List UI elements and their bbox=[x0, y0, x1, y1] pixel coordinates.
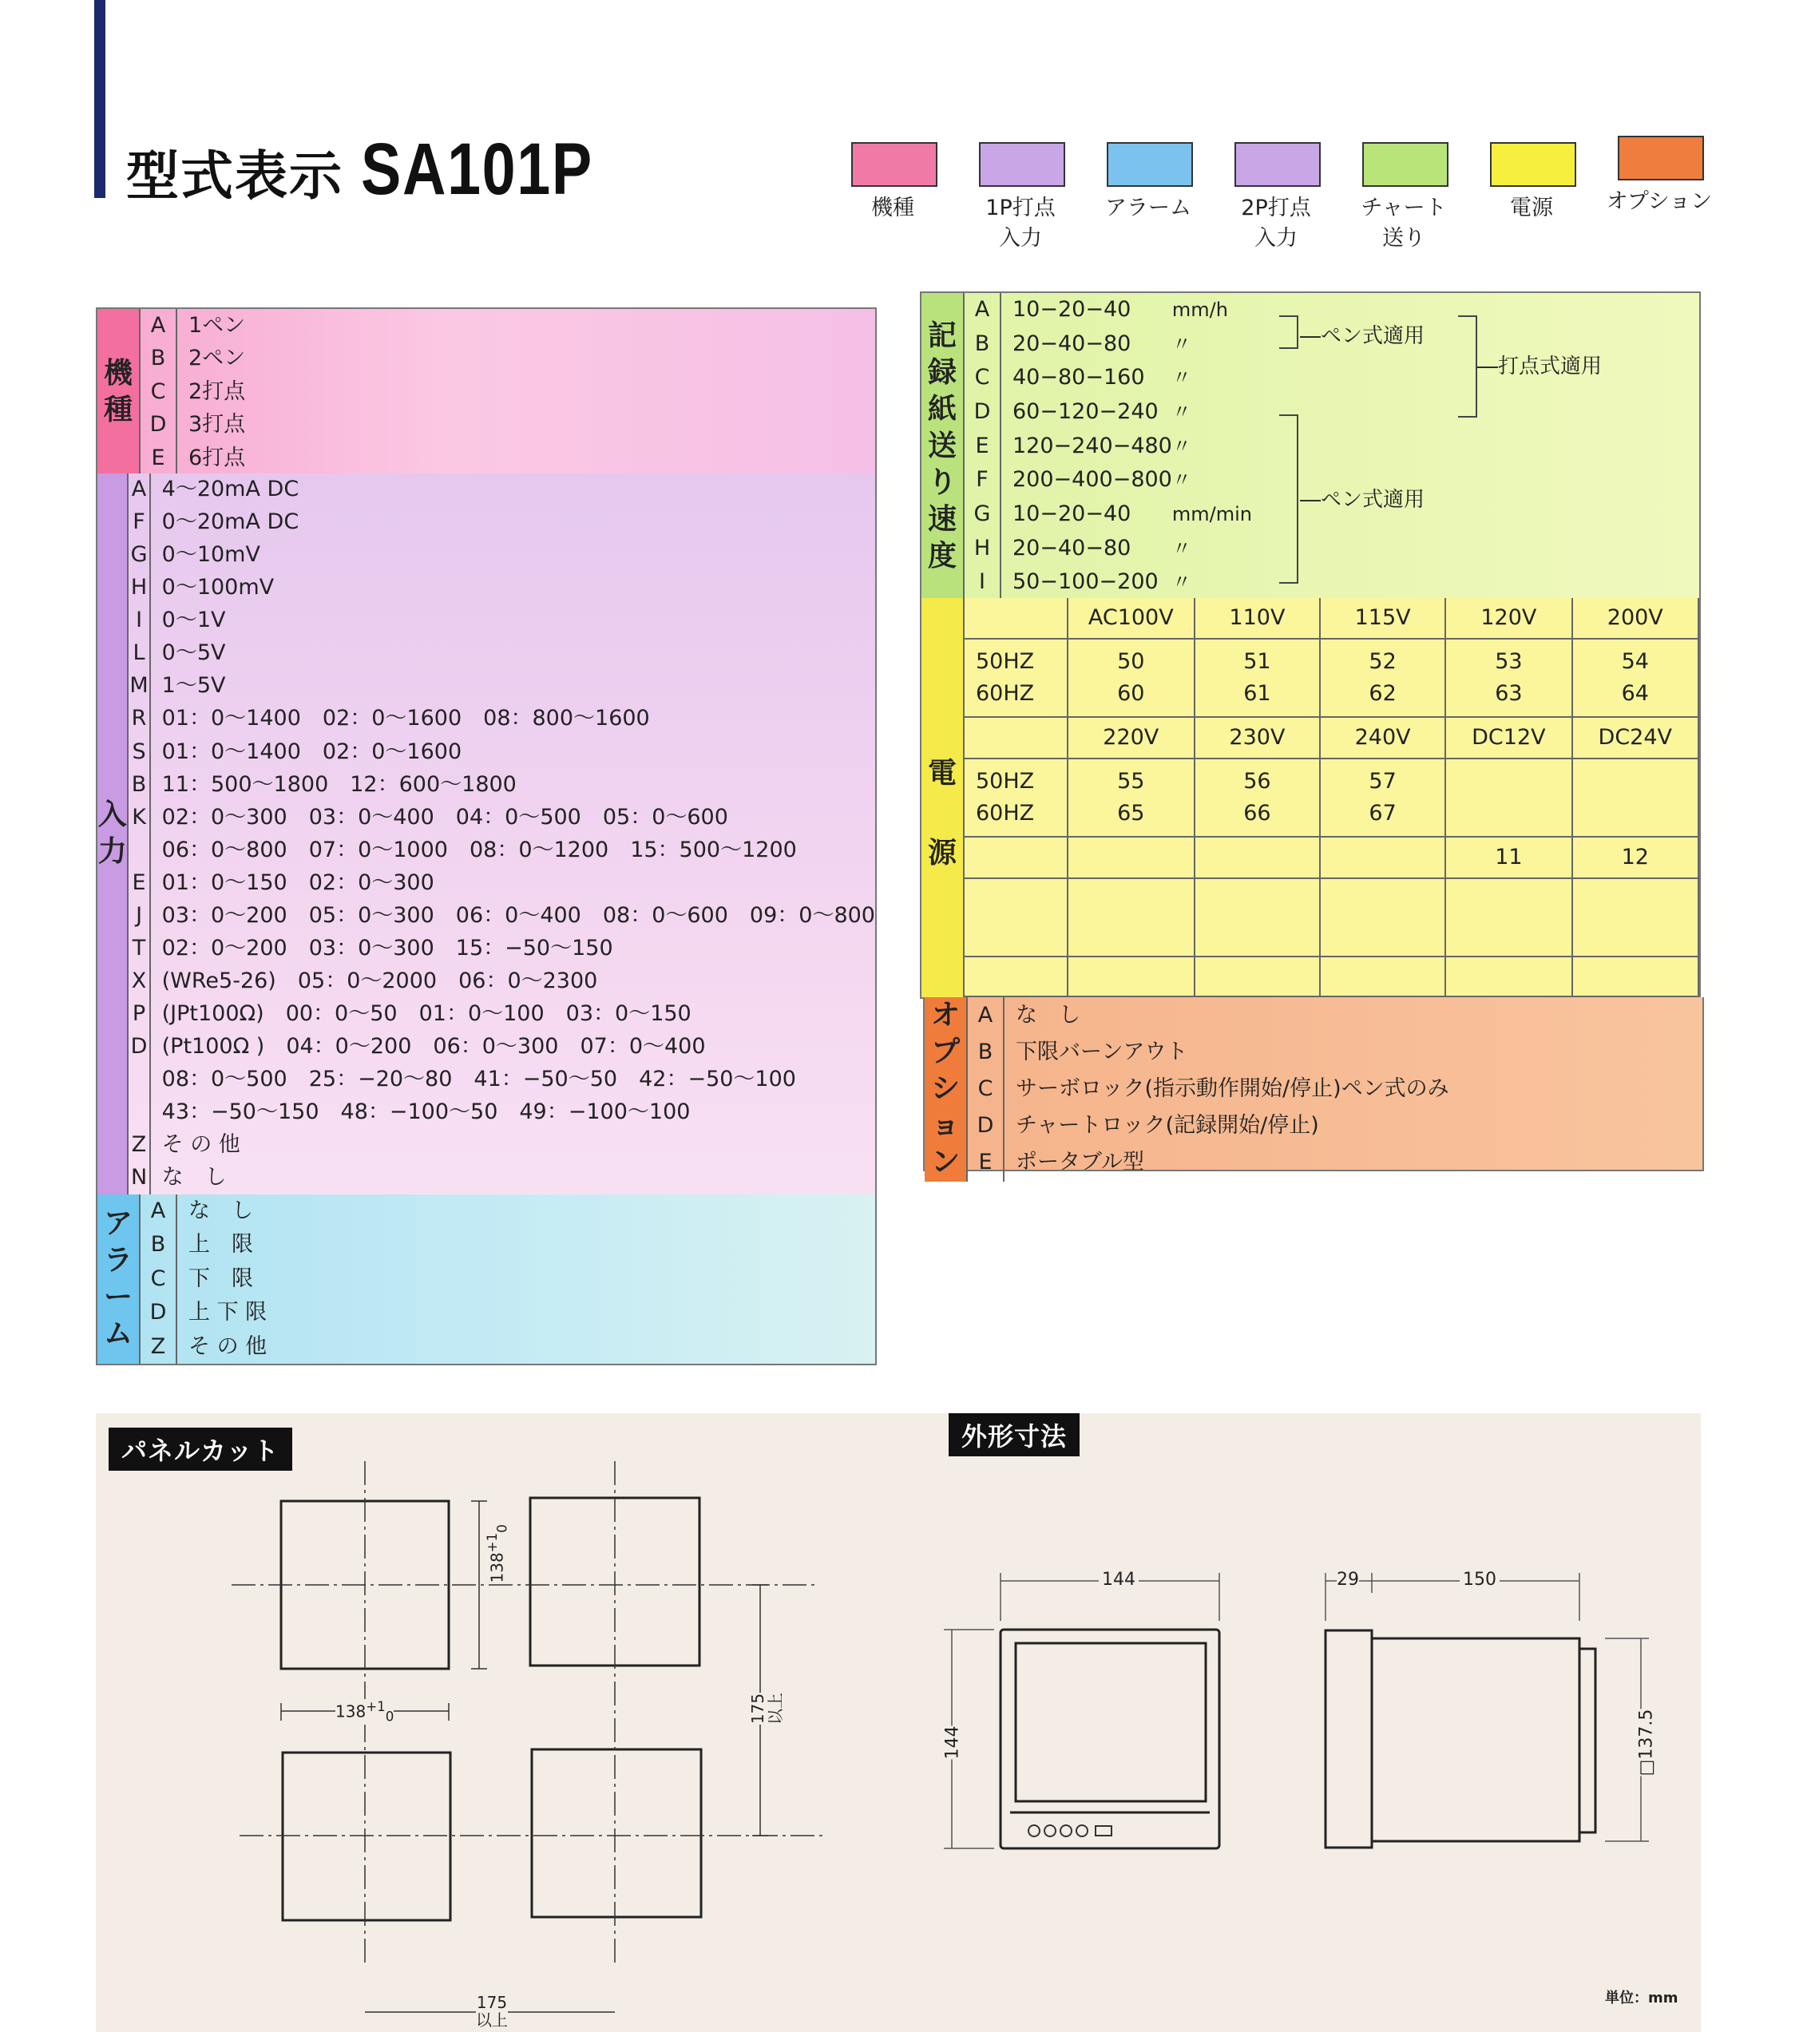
table-row bbox=[97, 866, 875, 899]
row-desc: な し bbox=[188, 1198, 253, 1223]
legend-swatch bbox=[1362, 142, 1448, 187]
row-speed: 50−100−200 bbox=[1012, 569, 1159, 595]
table-row bbox=[925, 997, 1449, 1034]
legend-swatch bbox=[979, 142, 1065, 187]
power-header-cell: 200V bbox=[1572, 598, 1698, 639]
row-desc: 01：0～1400 02：0～1600 08：800～1600 bbox=[161, 706, 650, 731]
chart-speed-block bbox=[920, 291, 1701, 601]
row-desc: 01：0～1400 02：0～1600 bbox=[161, 739, 462, 764]
table-row bbox=[97, 1096, 875, 1129]
row-desc: 下 限 bbox=[188, 1266, 253, 1291]
row-desc: 06：0～800 07：0～1000 08：0～1200 15：500～1200 bbox=[161, 837, 797, 862]
row-code bbox=[128, 1064, 149, 1096]
power-value-row bbox=[965, 837, 1698, 878]
table-row bbox=[97, 309, 245, 343]
cutout-square-3 bbox=[283, 1753, 450, 1920]
power-empty-cell bbox=[1572, 957, 1698, 996]
row-code: J bbox=[128, 899, 149, 932]
legend-swatch bbox=[1234, 142, 1321, 187]
row-code: T bbox=[128, 932, 149, 965]
row-desc: 上 限 bbox=[188, 1232, 253, 1258]
power-empty-cell bbox=[965, 878, 1068, 957]
power-value: 52 bbox=[1369, 649, 1397, 674]
row-desc: 0～10mV bbox=[161, 542, 260, 568]
row-code bbox=[128, 1096, 149, 1129]
table-row bbox=[97, 572, 875, 604]
power-value: 50 bbox=[1117, 649, 1145, 674]
power-empty-row bbox=[965, 878, 1698, 957]
table-row bbox=[925, 1071, 1449, 1107]
row-code: E bbox=[128, 866, 149, 899]
power-value-cell: 12 bbox=[1572, 837, 1698, 878]
row-unit: 〃 bbox=[1171, 537, 1191, 560]
table-row bbox=[97, 1162, 875, 1194]
power-empty-cell bbox=[1068, 878, 1195, 957]
kishu-block bbox=[96, 307, 877, 477]
row-code bbox=[128, 834, 149, 866]
power-value bbox=[1573, 766, 1698, 798]
row-code: C bbox=[967, 1071, 1004, 1107]
legend-swatch bbox=[1490, 142, 1576, 187]
row-desc: チャートロック(記録開始/停止) bbox=[1016, 1113, 1319, 1139]
power-empty-row bbox=[965, 957, 1698, 996]
row-code: E bbox=[967, 1144, 1004, 1181]
cut-dim-175-vertical: 175 以上 bbox=[748, 1693, 785, 1725]
table-row bbox=[921, 395, 1691, 430]
row-desc: な し bbox=[161, 1165, 227, 1190]
row-code: A bbox=[128, 473, 149, 506]
table-row bbox=[97, 670, 875, 703]
row-desc: 02：0～200 03：0～300 15：−50～150 bbox=[161, 935, 613, 961]
table-row bbox=[97, 506, 875, 539]
power-value: 63 bbox=[1495, 681, 1523, 706]
legend-label: 機種 bbox=[871, 196, 914, 220]
power-empty-cell bbox=[1445, 878, 1571, 957]
input-category-label: 入力 bbox=[97, 798, 127, 869]
legend-label: アラーム bbox=[1105, 196, 1191, 220]
row-code: C bbox=[964, 361, 1001, 395]
cut-dim-138-horizontal: $138^{+1}_0$ bbox=[335, 1699, 394, 1725]
power-value: 64 bbox=[1621, 681, 1649, 706]
row-code: Z bbox=[140, 1330, 176, 1364]
power-value-cell bbox=[965, 837, 1068, 878]
row-desc: 下限バーンアウト bbox=[1016, 1039, 1188, 1064]
table-row bbox=[97, 1129, 875, 1162]
power-value-cell bbox=[965, 639, 1068, 717]
row-code: D bbox=[140, 1296, 176, 1329]
legend-label: 1P打点 入力 bbox=[985, 196, 1056, 251]
row-desc: そ の 他 bbox=[188, 1333, 267, 1359]
table-row bbox=[97, 637, 875, 670]
row-code: S bbox=[128, 735, 149, 768]
row-code: D bbox=[967, 1107, 1004, 1144]
outline-depth-front-label: 29 bbox=[1337, 1570, 1359, 1590]
row-code: D bbox=[128, 1031, 149, 1064]
title-accent-bar bbox=[94, 0, 105, 198]
unit-note: 単位：mm bbox=[1605, 1990, 1678, 2006]
table-row bbox=[97, 473, 875, 506]
row-unit: 〃 bbox=[1171, 434, 1191, 458]
power-header-cell bbox=[965, 598, 1068, 639]
kishu-category bbox=[97, 309, 140, 475]
row-code: I bbox=[128, 604, 149, 637]
legend-item bbox=[979, 142, 1065, 254]
outline-height-label: 144 bbox=[942, 1725, 963, 1760]
outline-width-label: 144 bbox=[1099, 1570, 1139, 1590]
power-value: 60 bbox=[1117, 681, 1145, 706]
bracket-pen1-label: ―ペン式適用 bbox=[1300, 324, 1425, 348]
row-code: N bbox=[128, 1162, 149, 1194]
table-row bbox=[97, 1194, 267, 1228]
row-code: F bbox=[964, 463, 1001, 497]
table-row bbox=[97, 735, 875, 768]
legend-item bbox=[1362, 142, 1448, 254]
input-block bbox=[96, 473, 877, 1196]
input-category bbox=[97, 473, 128, 1194]
bracket-dot-label: ―打点式適用 bbox=[1477, 355, 1603, 378]
power-empty-cell bbox=[1068, 957, 1195, 996]
row-desc: (WRe5-26) 05：0～2000 06：0～2300 bbox=[161, 968, 598, 993]
power-header-row bbox=[965, 717, 1698, 759]
legend-swatch bbox=[851, 142, 937, 187]
legend-label: チャート 送り bbox=[1361, 196, 1447, 251]
power-value-cell: 11 bbox=[1445, 837, 1571, 878]
table-row bbox=[97, 801, 875, 834]
power-grid bbox=[965, 598, 1699, 997]
row-code: A bbox=[140, 1194, 176, 1228]
power-empty-cell bbox=[1572, 878, 1698, 957]
row-speed: 20−40−80 bbox=[1012, 331, 1131, 356]
cut-dim-138-vertical: $138^{+1}_0$ bbox=[484, 1524, 510, 1583]
table-row bbox=[97, 899, 875, 932]
row-desc: 上 下 限 bbox=[188, 1300, 267, 1325]
power-value: 54 bbox=[1621, 649, 1649, 674]
row-desc: ポータブル型 bbox=[1016, 1150, 1144, 1175]
row-code: D bbox=[140, 409, 176, 442]
row-code: A bbox=[967, 997, 1004, 1034]
table-row bbox=[97, 834, 875, 866]
table-row bbox=[925, 1107, 1449, 1144]
power-value-cell bbox=[1195, 759, 1320, 837]
power-category bbox=[921, 598, 965, 997]
row-desc: 08：0～500 25：−20～80 41：−50～50 42：−50～100 bbox=[161, 1066, 796, 1091]
table-row bbox=[97, 965, 875, 997]
table-row bbox=[921, 532, 1691, 566]
outline-depth-label: 150 bbox=[1460, 1570, 1500, 1590]
table-row bbox=[925, 1034, 1449, 1071]
legend-item bbox=[1234, 142, 1321, 254]
legend-item bbox=[1606, 136, 1713, 217]
row-desc: 0～1V bbox=[161, 608, 226, 633]
kishu-category-label: 機種 bbox=[104, 356, 133, 426]
power-value-cell bbox=[1320, 837, 1445, 878]
row-unit: mm/h bbox=[1171, 299, 1228, 322]
row-code: B bbox=[964, 327, 1001, 362]
chart-speed-category-label: 記録紙送り速度 bbox=[928, 319, 957, 572]
row-code: A bbox=[140, 309, 176, 343]
alarm-block bbox=[96, 1194, 877, 1365]
option-category-label: オプション bbox=[931, 999, 961, 1178]
row-speed: 60−120−240 bbox=[1012, 399, 1159, 425]
table-row bbox=[97, 604, 875, 637]
row-code: C bbox=[140, 1262, 176, 1296]
power-empty-cell bbox=[1445, 957, 1571, 996]
table-row bbox=[925, 1144, 1449, 1181]
power-value: 53 bbox=[1495, 649, 1523, 674]
row-desc: な し bbox=[1016, 1002, 1080, 1028]
row-code: M bbox=[128, 670, 149, 703]
row-speed: 10−20−40 bbox=[1012, 501, 1131, 527]
table-row bbox=[97, 932, 875, 965]
power-value: 51 bbox=[1243, 649, 1271, 674]
row-code: B bbox=[128, 768, 149, 801]
power-category-label: 電源 bbox=[928, 757, 957, 869]
row-desc: そ の 他 bbox=[161, 1131, 240, 1157]
power-value: 67 bbox=[1369, 801, 1397, 826]
row-desc: 2ペン bbox=[188, 346, 246, 371]
panel-cut-title: パネルカット bbox=[109, 1428, 292, 1471]
legend-label: オプション bbox=[1606, 189, 1713, 214]
row-speed: 120−240−480 bbox=[1012, 433, 1172, 458]
row-speed: 20−40−80 bbox=[1012, 535, 1131, 561]
legend-item bbox=[1490, 142, 1576, 224]
table-row bbox=[97, 998, 875, 1031]
legend-swatch bbox=[1107, 142, 1193, 187]
table-row bbox=[97, 1031, 875, 1064]
row-code: E bbox=[964, 430, 1001, 464]
power-value bbox=[1446, 766, 1571, 798]
legend-item bbox=[1107, 142, 1193, 224]
table-row bbox=[97, 1064, 875, 1096]
legend-swatch bbox=[1618, 136, 1704, 180]
page-title-ja: 型式表示 bbox=[126, 145, 343, 207]
row-unit: mm/min bbox=[1171, 503, 1252, 526]
row-desc: 03：0～200 05：0～300 06：0～400 08：0～600 09：0～800 bbox=[161, 902, 875, 928]
row-desc: 1～5V bbox=[161, 673, 226, 699]
row-unit: 〃 bbox=[1171, 332, 1191, 355]
bracket-pen1 bbox=[1279, 315, 1298, 349]
power-value-cell bbox=[1320, 759, 1445, 837]
power-value-cell bbox=[1320, 639, 1445, 717]
row-code: C bbox=[140, 375, 176, 409]
power-header-cell bbox=[965, 717, 1068, 759]
power-header-cell: 240V bbox=[1320, 717, 1445, 759]
power-header-cell: 120V bbox=[1445, 598, 1571, 639]
bracket-dot bbox=[1458, 315, 1477, 418]
legend-label: 2P打点 入力 bbox=[1241, 196, 1311, 251]
row-unit: 〃 bbox=[1171, 401, 1191, 424]
table-row bbox=[921, 430, 1691, 464]
power-value-row bbox=[965, 639, 1698, 717]
power-value-cell bbox=[1195, 639, 1320, 717]
power-header-cell: DC24V bbox=[1572, 717, 1698, 759]
power-value bbox=[1573, 798, 1698, 830]
row-desc: 0～100mV bbox=[161, 575, 275, 600]
row-code: H bbox=[128, 572, 149, 604]
power-value: 50HZ bbox=[976, 649, 1035, 674]
table-row bbox=[921, 565, 1691, 600]
power-value-cell bbox=[1572, 639, 1698, 717]
row-speed: 40−80−160 bbox=[1012, 365, 1145, 390]
power-value-cell bbox=[1195, 837, 1320, 878]
row-desc: 11：500～1800 12：600～1800 bbox=[161, 771, 517, 797]
row-code: B bbox=[967, 1034, 1004, 1071]
row-speed: 200−400−800 bbox=[1012, 467, 1172, 493]
page-title-model: SA101P bbox=[361, 129, 593, 210]
row-desc: 1ペン bbox=[188, 312, 246, 338]
cutout-square-4 bbox=[532, 1749, 701, 1917]
legend-item bbox=[851, 142, 937, 224]
option-category bbox=[925, 997, 967, 1182]
power-value-cell bbox=[1068, 759, 1195, 837]
power-block bbox=[920, 598, 1701, 999]
chart-speed-category bbox=[921, 293, 964, 600]
power-header-cell: 230V bbox=[1195, 717, 1320, 759]
power-value: 61 bbox=[1243, 681, 1271, 706]
power-value-row bbox=[965, 759, 1698, 837]
row-desc: 01：0～150 02：0～300 bbox=[161, 869, 434, 895]
power-header-cell: DC12V bbox=[1445, 717, 1571, 759]
row-desc: 2打点 bbox=[188, 378, 246, 404]
row-code: A bbox=[964, 293, 1001, 327]
row-code: P bbox=[128, 998, 149, 1031]
row-code: D bbox=[964, 395, 1001, 430]
option-block bbox=[923, 997, 1704, 1178]
row-code: H bbox=[964, 532, 1001, 566]
power-value: 57 bbox=[1369, 769, 1397, 794]
power-header-cell: AC100V bbox=[1068, 598, 1195, 639]
power-value-cell bbox=[1445, 759, 1571, 837]
row-desc: (Pt100Ω ) 04：0～200 06：0～300 07：0～400 bbox=[161, 1033, 706, 1059]
row-code: E bbox=[140, 442, 176, 475]
power-value-cell bbox=[1445, 639, 1571, 717]
row-unit: 〃 bbox=[1171, 469, 1191, 492]
bracket-pen2-label: ―ペン式適用 bbox=[1300, 488, 1425, 512]
alarm-category bbox=[97, 1194, 140, 1364]
row-unit: 〃 bbox=[1171, 571, 1191, 594]
power-empty-cell bbox=[965, 957, 1068, 996]
power-value: 50HZ bbox=[976, 769, 1035, 794]
power-value: 60HZ bbox=[976, 801, 1035, 826]
power-value: 55 bbox=[1117, 769, 1145, 794]
power-value-cell bbox=[1572, 759, 1698, 837]
table-row bbox=[97, 703, 875, 735]
table-row bbox=[97, 539, 875, 572]
cut-dim-175-horizontal: 175 以上 bbox=[476, 1993, 508, 2030]
row-code: F bbox=[128, 506, 149, 539]
row-desc: 4～20mA DC bbox=[161, 477, 299, 502]
power-header-cell: 220V bbox=[1068, 717, 1195, 759]
power-value: 66 bbox=[1243, 801, 1271, 826]
row-desc: 43：−50～150 48：−100～50 49：−100～100 bbox=[161, 1099, 691, 1124]
power-value: 65 bbox=[1117, 801, 1145, 826]
table-row bbox=[97, 768, 875, 801]
row-code: G bbox=[128, 539, 149, 572]
row-desc: (JPt100Ω) 00：0～50 01：0～100 03：0～150 bbox=[161, 1000, 691, 1026]
power-header-cell: 115V bbox=[1320, 598, 1445, 639]
row-code: X bbox=[128, 965, 149, 997]
row-desc: 0～20mA DC bbox=[161, 509, 299, 535]
power-empty-cell bbox=[1195, 957, 1320, 996]
row-code: L bbox=[128, 637, 149, 670]
row-code: B bbox=[140, 343, 176, 376]
alarm-category-label: アラーム bbox=[104, 1206, 133, 1350]
outline-square-label: □137.5 bbox=[1636, 1709, 1657, 1777]
power-header-cell: 110V bbox=[1195, 598, 1320, 639]
power-value-cell bbox=[1068, 639, 1195, 717]
row-code: B bbox=[140, 1228, 176, 1262]
power-value bbox=[1446, 798, 1571, 830]
power-empty-cell bbox=[1320, 957, 1445, 996]
row-code: G bbox=[964, 497, 1001, 532]
row-code: I bbox=[964, 565, 1001, 600]
power-value: 60HZ bbox=[976, 681, 1035, 706]
power-value: 62 bbox=[1369, 681, 1397, 706]
row-code: K bbox=[128, 801, 149, 834]
power-empty-cell bbox=[1320, 878, 1445, 957]
row-desc: 3打点 bbox=[188, 412, 246, 438]
row-desc: サーボロック(指示動作開始/停止)ペン式のみ bbox=[1016, 1075, 1449, 1101]
row-desc: 02：0～300 03：0～400 04：0～500 05：0～600 bbox=[161, 804, 728, 830]
row-code: R bbox=[128, 703, 149, 735]
legend-label: 電源 bbox=[1510, 196, 1553, 220]
power-header-row bbox=[965, 598, 1698, 639]
power-value: 56 bbox=[1243, 769, 1271, 794]
outline-title: 外形寸法 bbox=[949, 1413, 1080, 1456]
row-desc: 6打点 bbox=[188, 445, 246, 470]
page-title bbox=[126, 128, 644, 212]
power-value-cell bbox=[965, 759, 1068, 837]
power-value-cell bbox=[1068, 837, 1195, 878]
row-desc: 0～5V bbox=[161, 640, 226, 666]
drawings-panel bbox=[96, 1413, 1701, 2032]
bracket-pen2 bbox=[1279, 414, 1298, 584]
row-unit: 〃 bbox=[1171, 366, 1191, 390]
power-empty-cell bbox=[1195, 878, 1320, 957]
row-code: Z bbox=[128, 1129, 149, 1162]
row-speed: 10−20−40 bbox=[1012, 297, 1131, 323]
